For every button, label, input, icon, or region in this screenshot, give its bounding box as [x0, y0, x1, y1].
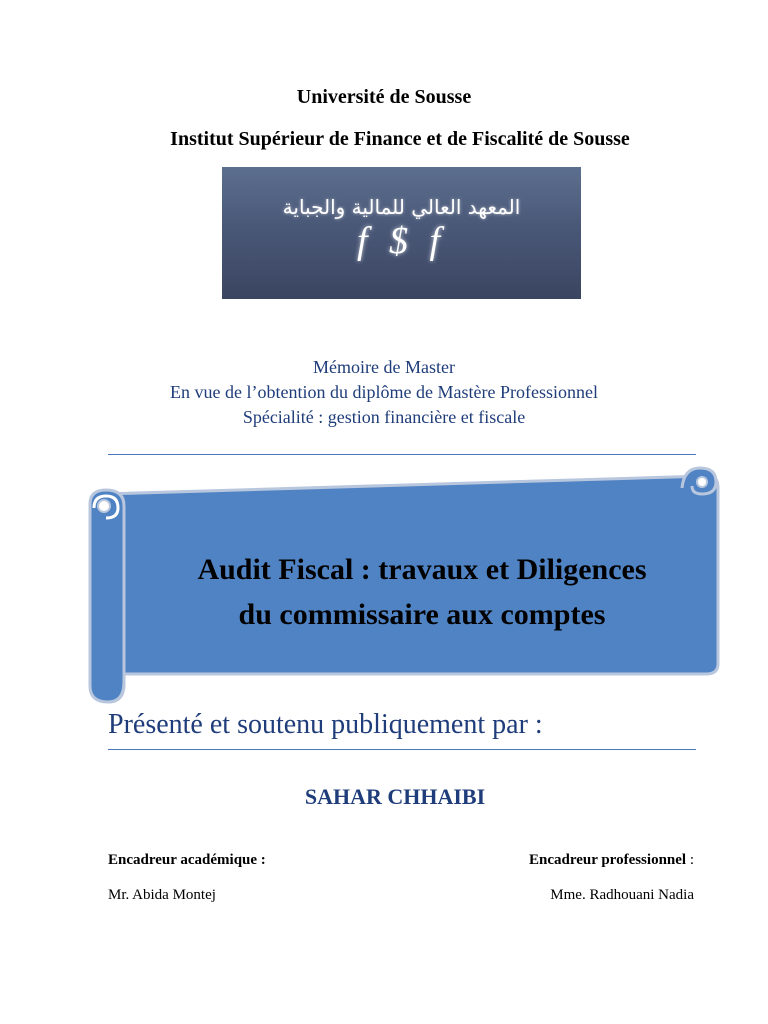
thesis-title-line1: Audit Fiscal : travaux et Diligences: [197, 553, 647, 586]
professional-supervisor-label: Encadreur professionnel :: [528, 852, 694, 868]
logo-monogram: f $ f: [356, 220, 447, 262]
divider-bottom: [108, 749, 696, 750]
author-name: SAHAR CHHAIBI: [304, 784, 486, 809]
professional-supervisor-name: Mme. Radhouani Nadia: [550, 887, 694, 903]
university-name: Université de Sousse: [296, 86, 472, 108]
thesis-title-line2: du commissaire aux comptes: [238, 598, 606, 631]
presented-by-label: Présenté et soutenu publiquement par :: [108, 709, 543, 740]
memoir-specialty: Spécialité : gestion financière et fiscale: [242, 407, 526, 427]
logo-arabic-text: المعهد العالي للمالية والجباية: [282, 195, 521, 219]
divider-top: [108, 454, 696, 455]
academic-supervisor-label: Encadreur académique :: [108, 852, 266, 868]
memoir-type: Mémoire de Master: [313, 357, 455, 377]
academic-supervisor-name: Mr. Abida Montej: [108, 887, 216, 903]
institute-logo: [222, 167, 581, 299]
memoir-purpose: En vue de l’obtention du diplôme de Mastère Professionnel: [170, 382, 598, 402]
institute-name: Institut Supérieur de Finance et de Fiscalité de Sousse: [170, 128, 630, 150]
